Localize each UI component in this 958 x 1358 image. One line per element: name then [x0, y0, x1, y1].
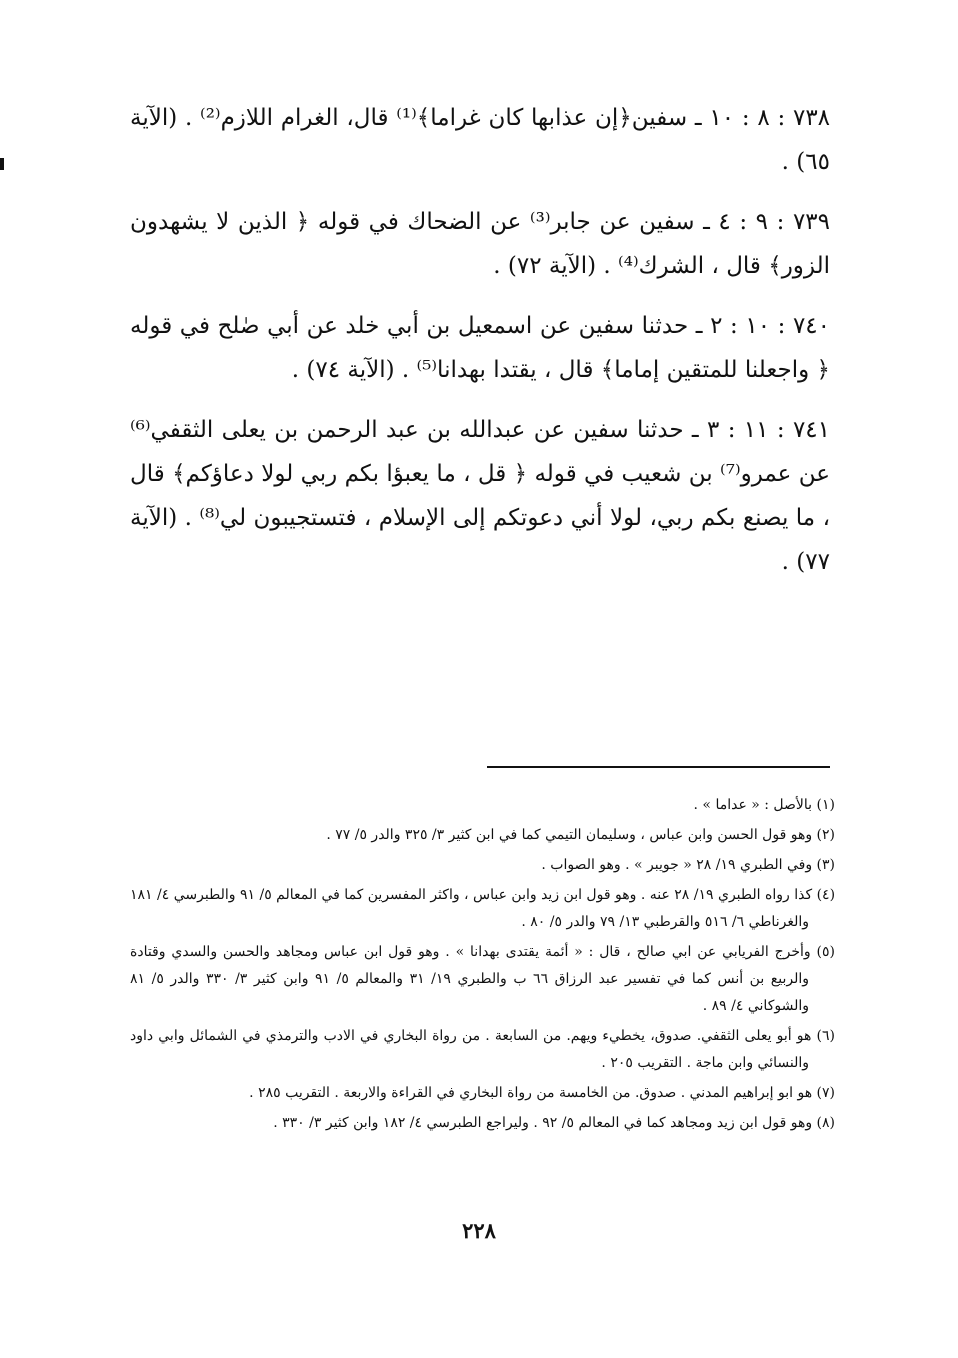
- footnote-4: (٤) كذا رواه الطبري ١٩/ ٢٨ عنه . وهو قول ابن زيد وابن عباس ، واكثر المفسرين كما في المعالم ٥/ ٩١ والطبرسي ٤/ ١٨١ والغرناطي ٦/ ٥١٦ والقرطبي ١٣/ ٧٩ والدر ٥/ ٨٠ .: [130, 887, 836, 930]
- entry-738: ٧٣٨ : ٨ : ١٠ ـ سفين﴿إن عذابها كان غراما﴾⁽¹⁾ قال، الغرام اللازم⁽²⁾ . (الآية ٦٥) .: [130, 105, 831, 175]
- footnote-divider: [487, 766, 830, 768]
- footnote-3: (٣) وفي الطبري ١٩/ ٢٨ « جويبر » . وهو الصواب .: [541, 857, 835, 873]
- entry-740: ٧٤٠ : ١٠ : ٢ ـ حدثنا سفين عن اسمعيل بن أبي خلد عن أبي صٰلح في قوله ﴿ واجعلنا للمتقين إماما﴾ قال ، يقتدا بهدانا⁽⁵⁾ . (الآية ٧٤) .: [130, 313, 831, 383]
- page-number: ٢٢٨: [462, 1218, 496, 1243]
- footnotes: [130, 792, 835, 1140]
- entry-739: ٧٣٩ : ٩ : ٤ ـ سفين عن جابر⁽³⁾ عن الضحاك في قوله ﴿ الذين لا يشهدون الزور﴾ قال ، الشرك⁽⁴⁾ . (الآية ٧٢) .: [130, 209, 830, 279]
- margin-tick-mark: [0, 158, 4, 170]
- footnote-2: (٢) وهو قول الحسن وابن عباس ، وسليمان التيمي كما في ابن كثير ٣/ ٣٢٥ والدر ٥/ ٧٧ .: [326, 827, 835, 843]
- main-text: [130, 96, 830, 600]
- footnote-1: (١) بالأصل : « عداما » .: [693, 797, 835, 813]
- footnote-5: (٥) وأخرج الفريابي عن ابي صالح ، قال : « أئمة يقتدى بهدانا » . وهو قول ابن عباس ومجاهد والحسن والسدي وقتادة والربيع بن أنس كما في تفسير عبد الرزاق ٦٦ ب والطبري ١٩/ ٣١ والمعالم ٥/ ٩١ وابن كثير ٣/ ٣٣٠ والدر ٥/ ٨١ والشوكاني ٤/ ٨٩ .: [130, 944, 835, 1014]
- entry-741: ٧٤١ : ١١ : ٣ ـ حدثنا سفين عن عبدالله بن عبد الرحمن بن يعلى الثقفي⁽⁶⁾ عن عمرو⁽⁷⁾ بن شعيب في قوله ﴿ قل ، ما يعبؤا بكم ربي لولا دعاؤكم﴾ قال ، ما يصنع بكم ربي، لولا أني دعوتكم إلى الإسلام ، فتستجيبون لي⁽⁸⁾ . (الآية ٧٧) .: [130, 417, 830, 575]
- footnote-7: (٧) هو ابو إبراهيم المدني . صدوق. من الخامسة من رواة البخاري في القراءة والاربعة . التقريب ٢٨٥ .: [249, 1085, 835, 1101]
- footnote-8: (٨) وهو قول ابن زيد ومجاهد كما في المعالم ٥/ ٩٢ . وليراجع الطبرسي ٤/ ١٨٢ وابن كثير ٣/ ٣٣٠ .: [273, 1115, 835, 1131]
- footnote-6: (٦) هو أبو يعلى الثقفي. صدوق، يخطيء ويهم. من السابعة . من رواة البخاري في الادب والترمذي في الشمائل وابي داود والنسائي وابن ماجة . التقريب ٢٠٥ .: [130, 1028, 835, 1071]
